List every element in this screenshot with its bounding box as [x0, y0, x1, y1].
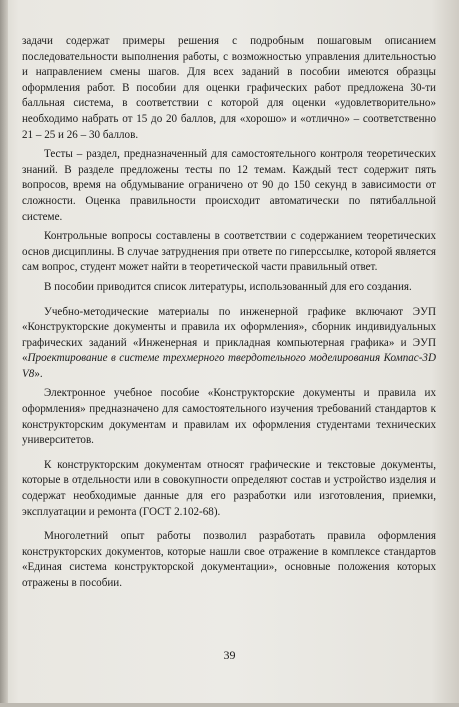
paragraph-teaching-materials [22, 305, 436, 383]
paragraph-electronic-manual: Электронное учебное пособие «Конструкторские документы и правила их оформления» предназначено для самостоятельного изучения требований стандартов к конструкторским документам и правилам их оформления студентами технических университетов. [22, 387, 436, 447]
paragraph-tasks-description: задачи содержат примеры решения с подробным пошаговым описанием последовательности выполнения работы, с возможностью управления длительностью и направлением смены шагов. Для всех заданий в пособии имеются образцы оформления работ. В пособии для оценки графических работ предложена 30-ти балльная система, в соответствии с которой для оценки «удовлетворительно» необходимо набрать от 15 до 20 баллов, для «хорошо» и «отлично» – соответственно 21 – 25 и 26 – 30 баллов. [22, 35, 436, 141]
page-number: 39 [223, 648, 236, 662]
paragraph-design-documents: К конструкторским документам относят графические и текстовые документы, которые в отдельности или в совокупности определяют состав и устройство изделия и содержат необходимые данные для его разработки или изготовления, приемки, эксплуатации и ремонта (ГОСТ 2.102-68). [22, 458, 436, 518]
paragraph-literature: В пособии приводится список литературы, использованный для его создания. [44, 280, 412, 293]
paragraph-experience: Многолетний опыт работы позволил разработать правила оформления конструкторских документов, которые нашли свое отражение в комплексе стандартов «Единая система конструкторской документации», основные положения которых отражены в пособии. [22, 530, 436, 589]
body-text [22, 34, 436, 592]
paragraph-control-questions: Контрольные вопросы составлены в соответствии с содержанием теоретических основ дисциплины. В случае затруднения при ответе по гиперссылке, которой является сам вопрос, студент может найти в теоретической части правильный ответ. [22, 230, 436, 274]
teaching-materials-italic-title: Проектирование в системе трехмерного твердотельного моделирования Компас-3D V8 [22, 352, 436, 380]
page-bottom-edge [0, 703, 459, 707]
teaching-materials-text-end: ». [34, 367, 43, 380]
page-binding-shadow [0, 0, 8, 707]
paragraph-tests: Тесты – раздел, предназначенный для самостоятельного контроля теоретических знаний. В разделе предложены тесты по 12 темам. Каждый тест содержит пять вопросов, время на обдумывание ограничено от 90 до 150 секунд в зависимости от сложности. Оценка правильности происходит автоматически по пятибалльной системе. [22, 148, 436, 223]
teaching-materials-text: Учебно-методические материалы по инженерной графике включают ЭУП «Конструкторские документы и правила их оформления», сборник индивидуальных графических заданий «Инженерная и прикладная компьютерная графика» и ЭУП « [22, 305, 436, 365]
